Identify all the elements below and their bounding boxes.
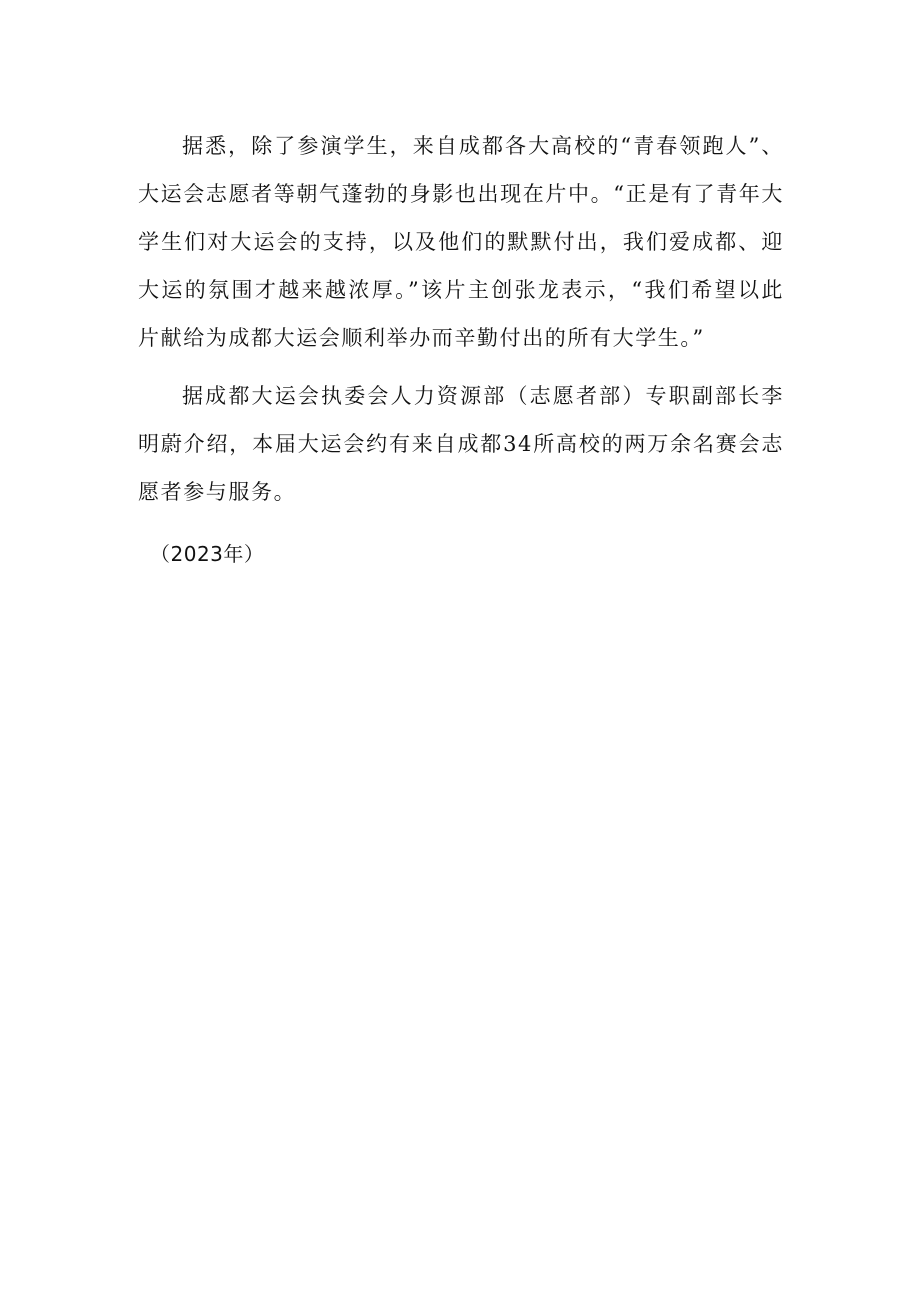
paragraph-2: 据成都大运会执委会人力资源部（志愿者部）专职副部长李明蔚介绍，本届大运会约有来自成都34所高校的两万余名赛会志愿者参与服务。 [138, 384, 784, 504]
paragraph-1: 据悉，除了参演学生，来自成都各大高校的“青春领跑人”、大运会志愿者等朝气蓬勃的身影也出现在片中。“正是有了青年大学生们对大运会的支持，以及他们的默默付出，我们爱成都、迎大运的氛围才越来越浓厚。”该片主创张龙表示，“我们希望以此片献给为成都大运会顺利举办而辛勤付出的所有大学生。” [138, 134, 784, 350]
document-body [138, 122, 784, 578]
year-note: （2023年） [150, 542, 265, 566]
